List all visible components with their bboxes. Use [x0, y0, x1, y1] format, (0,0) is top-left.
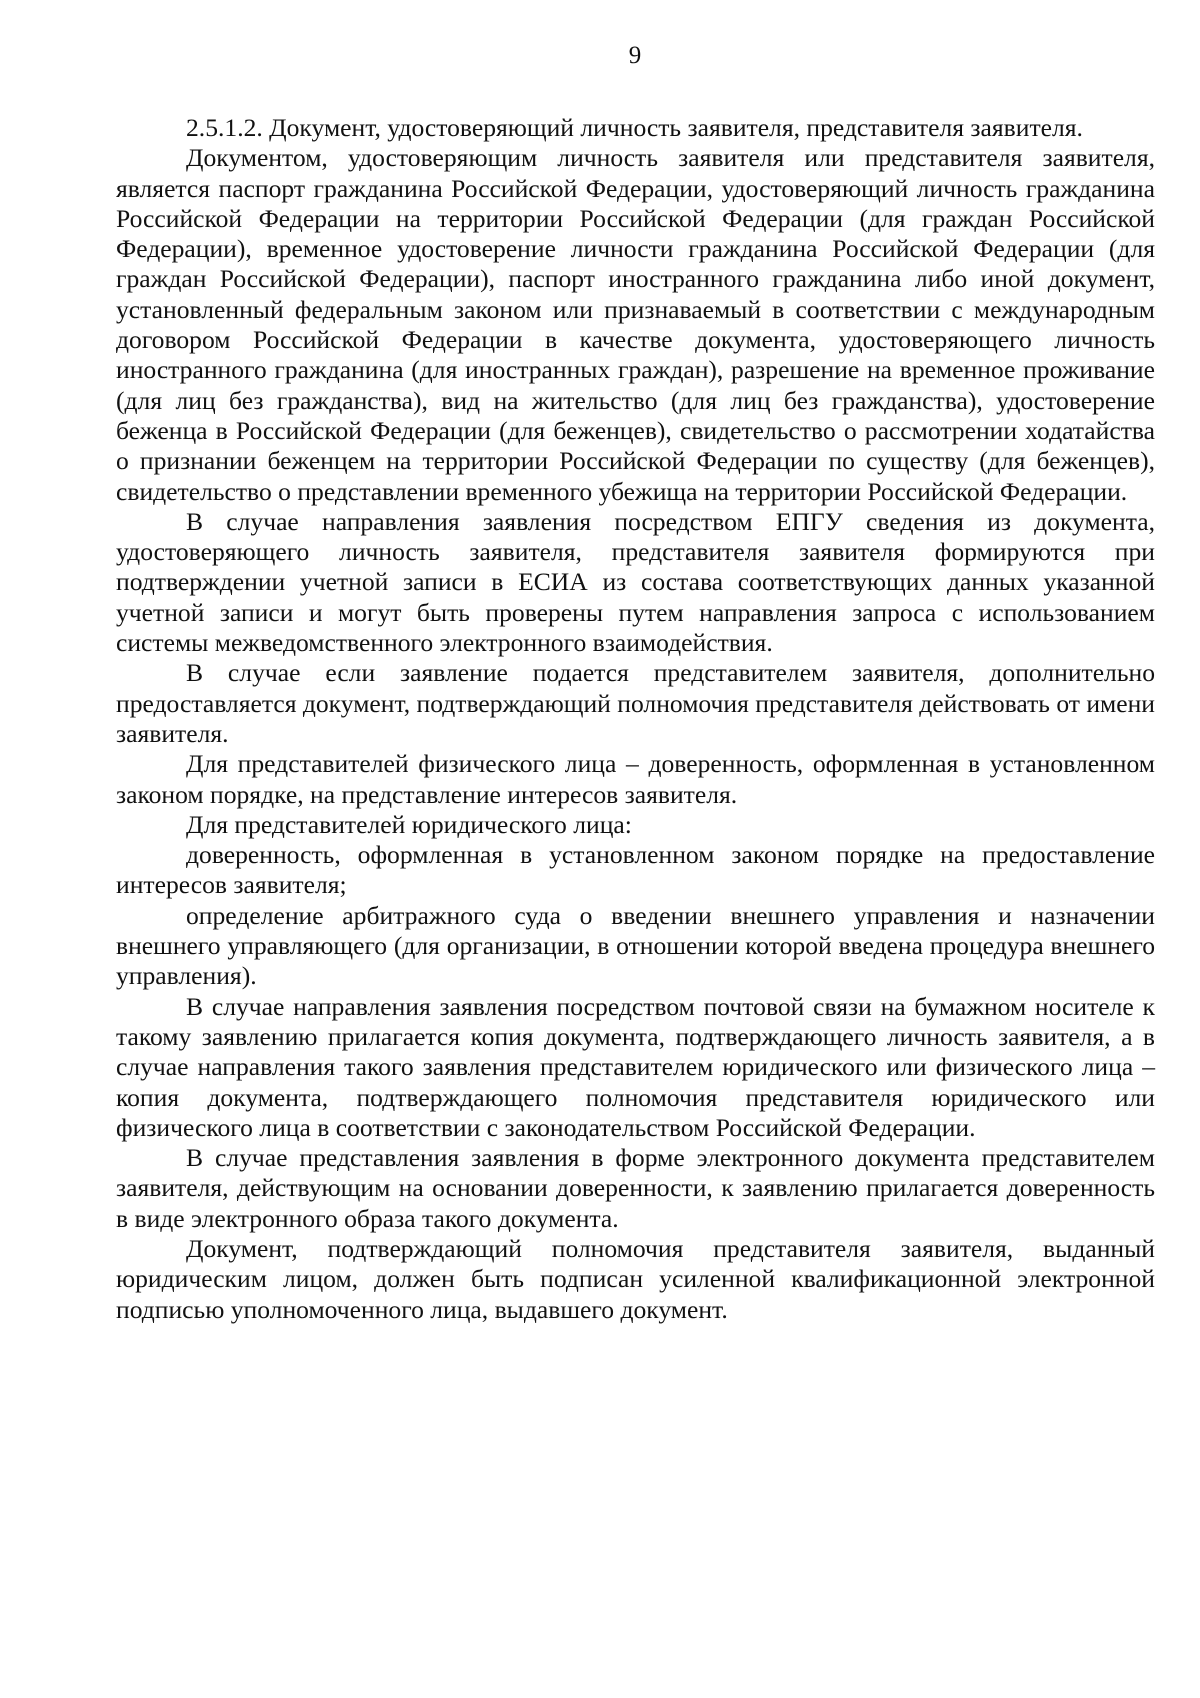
paragraph-postal-submission: В случае направления заявления посредством почтовой связи на бумажном носителе к такому заявлению прилагается копия документа, подтверждающего личность заявителя, а в случае направления такого заявления представителем юридического или физического лица – копия документа, подтверждающего полномочия представителя юридического или физического лица в соответствии с законодательством Российской Федерации. — [116, 991, 1155, 1142]
paragraph-legal-entity-heading: Для представителей юридического лица: — [186, 809, 632, 839]
paragraph-individual-representative: Для представителей физического лица – доверенность, оформленная в установленном законом порядке, на представление интересов заявителя. — [116, 749, 1155, 809]
document-body — [116, 113, 1155, 1325]
page-number: 9 — [628, 42, 642, 69]
paragraph-signature-requirement: Документ, подтверждающий полномочия представителя заявителя, выданный юридическим лицом, должен быть подписан усиленной квалификационной электронной подписью уполномоченного лица, выдавшего документ. — [116, 1233, 1155, 1324]
paragraph-arbitration-ruling: определение арбитражного суда о введении внешнего управления и назначении внешнего управляющего (для организации, в отношении которой введена процедура внешнего управления). — [116, 900, 1155, 991]
paragraph-representative-authority: В случае если заявление подается представителем заявителя, дополнительно предоставляется документ, подтверждающий полномочия представителя действовать от имени заявителя. — [116, 658, 1156, 748]
paragraph-power-of-attorney: доверенность, оформленная в установленном законом порядке на предоставление интересов заявителя; — [116, 840, 1155, 900]
paragraph-identity-documents: Документом, удостоверяющим личность заявителя или представителя заявителя, является паспорт гражданина Российской Федерации, удостоверяющий личность гражданина Российской Федерации на территории Российской Федерации (для граждан Российской Федерации), временное удостоверение личности гражданина Российской Федерации (для граждан Российской Федерации), паспорт иностранного гражданина либо иной документ, установленный федеральным законом или признаваемый в соответствии с международным договором Российской Федерации в качестве документа, удостоверяющего личность иностранного гражданина (для иностранных граждан), разрешение на временное проживание (для лиц без гражданства), вид на жительство (для лиц без гражданства), удостоверение беженца в Российской Федерации (для беженцев), свидетельство о рассмотрении ходатайства о признании беженцем на территории Российской Федерации по существу (для беженцев), свидетельство о представлении временного убежища на территории Российской Федерации. — [116, 143, 1155, 506]
paragraph-section-heading: 2.5.1.2. Документ, удостоверяющий личность заявителя, представителя заявителя. — [186, 113, 1083, 142]
paragraph-epgu-submission: В случае направления заявления посредством ЕПГУ сведения из документа, удостоверяющего личность заявителя, представителя заявителя формируются при подтверждении учетной записи в ЕСИА из состава соответствующих данных указанной учетной записи и могут быть проверены путем направления запроса с использованием системы межведомственного электронного взаимодействия. — [116, 506, 1155, 658]
paragraph-electronic-submission: В случае представления заявления в форме электронного документа представителем заявителя, действующим на основании доверенности, к заявлению прилагается доверенность в виде электронного образа такого документа. — [116, 1143, 1155, 1233]
